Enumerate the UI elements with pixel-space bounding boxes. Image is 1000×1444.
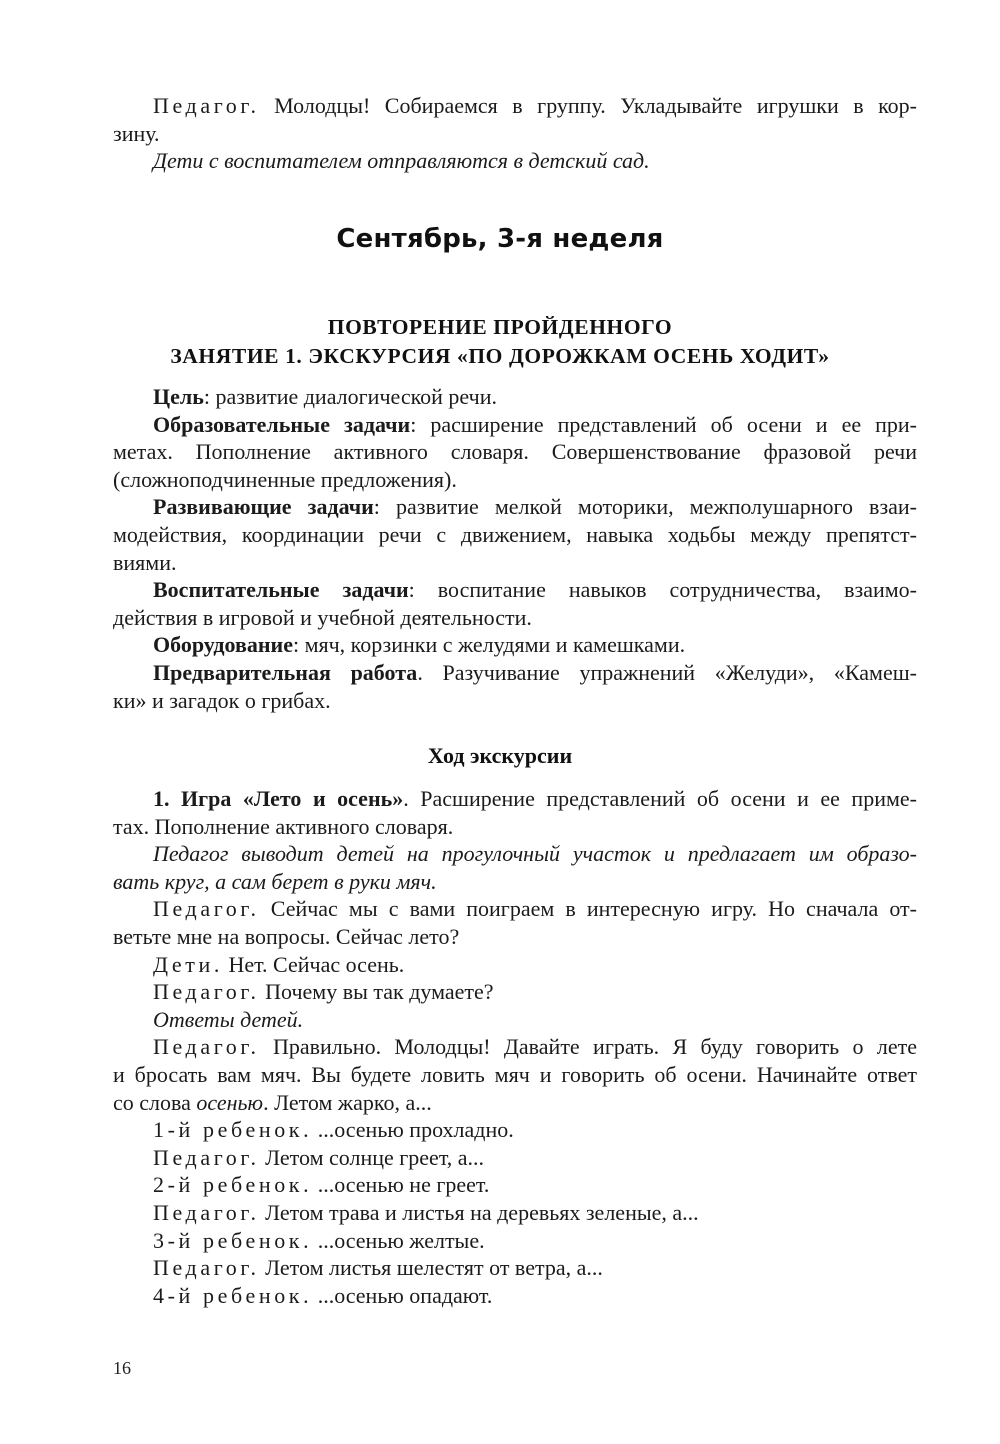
- game-title-line-2: тах. Пополнение активного словаря.: [113, 813, 454, 839]
- speaker-teacher: Педагог.: [153, 93, 260, 118]
- dialogue-line: со слова осенью. Летом жарко, а...: [113, 1089, 432, 1115]
- dialogue-line: 1-й ребенок. ...осенью прохладно.: [153, 1117, 514, 1143]
- lesson-heading-2: ЗАНЯТИЕ 1. ЭКСКУРСИЯ «ПО ДОРОЖКАМ ОСЕНЬ ХОДИТ»: [170, 344, 830, 368]
- game-title-line-1: 1. Игра «Лето и осень». Расширение представлений об осени и ее приме-: [153, 786, 917, 811]
- edu-line-2: метах. Пополнение активного словаря. Совершенствование фразовой речи: [113, 439, 917, 465]
- intro-line-1: Педагог. Молодцы! Собираемся в группу. Укладывайте игрушки в кор-: [153, 93, 918, 118]
- dialogue-line: Педагог. Почему вы так думаете?: [153, 979, 494, 1005]
- dialogue-line: Дети. Нет. Сейчас осень.: [153, 951, 405, 977]
- speaker-children: Дети.: [153, 951, 223, 977]
- prep-line-2: ки» и загадок о грибах.: [113, 687, 331, 713]
- speaker-teacher: Педагог.: [153, 1199, 260, 1225]
- intro-line-2: зину.: [113, 120, 160, 146]
- speaker-teacher: Педагог.: [153, 1255, 260, 1281]
- dialogue-line: Педагог. Правильно. Молодцы! Давайте играть. Я буду говорить о лете: [153, 1034, 917, 1060]
- prep-line-1: Предварительная работа. Разучивание упражнений «Желуди», «Камеш-: [153, 659, 917, 685]
- dialogue-line: 3-й ребенок. ...осенью желтые.: [153, 1227, 485, 1253]
- dev-label: Развивающие задачи: [153, 494, 374, 520]
- speaker-child: 1-й ребенок.: [153, 1117, 313, 1143]
- lesson-heading-1: ПОВТОРЕНИЕ ПРОЙДЕННОГО: [327, 315, 673, 339]
- stage-direction: Ответы детей.: [153, 1006, 304, 1032]
- dialogue-line: Педагог. Летом трава и листья на деревьях зеленые, а...: [153, 1199, 699, 1225]
- edu-line-1: Образовательные задачи: расширение представлений об осени и ее при-: [153, 411, 917, 437]
- goal-line: Цель: развитие диалогической речи.: [153, 384, 497, 409]
- speaker-teacher: Педагог.: [153, 896, 260, 922]
- game-remark-line-2: вать круг, а сам берет в руки мяч.: [113, 868, 437, 894]
- equip-label: Оборудование: [153, 632, 293, 658]
- edu-line-3: (сложноподчиненные предложения).: [113, 466, 457, 492]
- intro-stage-direction: Дети с воспитателем отправляются в детский сад.: [153, 148, 650, 174]
- intro-block: [113, 92, 917, 175]
- dialogue-line: 2-й ребенок. ...осенью не греет.: [153, 1172, 490, 1198]
- dev-line-1: Развивающие задачи: развитие мелкой моторики, межполушарного взаи-: [153, 494, 918, 520]
- dialogue-line: Педагог. Летом листья шелестят от ветра, а...: [153, 1255, 603, 1281]
- game-title: 1. Игра «Лето и осень»: [153, 786, 404, 811]
- speaker-teacher: Педагог.: [153, 979, 260, 1005]
- week-heading: Сентябрь, 3-я неделя: [336, 224, 664, 254]
- prep-label: Предварительная работа: [153, 659, 418, 685]
- dev-line-3: виями.: [113, 549, 177, 575]
- speaker-teacher: Педагог.: [153, 1144, 260, 1170]
- course-heading: Ход экскурсии: [427, 743, 573, 768]
- upb-label: Воспитательные задачи: [153, 577, 409, 603]
- speaker-child: 3-й ребенок.: [153, 1227, 313, 1253]
- speaker-teacher: Педагог.: [153, 1034, 260, 1060]
- goals-block: [113, 383, 917, 714]
- dialogue-line: Педагог. Сейчас мы с вами поиграем в интересную игру. Но сначала от-: [153, 896, 917, 922]
- dialogue-line: Педагог. Летом солнце греет, а...: [153, 1144, 485, 1170]
- equip-line: Оборудование: мяч, корзинки с желудями и камешками.: [153, 632, 686, 658]
- edu-label: Образовательные задачи: [153, 411, 411, 437]
- dialogue-line: 4-й ребенок. ...осенью опадают.: [153, 1282, 493, 1308]
- speaker-child: 4-й ребенок.: [153, 1282, 313, 1308]
- dev-line-2: модействия, координации речи с движением, навыка ходьбы между препятст-: [113, 521, 917, 547]
- page-number: 16: [113, 1358, 131, 1378]
- upb-line-1: Воспитательные задачи: воспитание навыков сотрудничества, взаимо-: [153, 577, 917, 603]
- speaker-child: 2-й ребенок.: [153, 1172, 313, 1198]
- dialogue-line: и бросать вам мяч. Вы будете ловить мяч и говорить об осени. Начинайте ответ: [113, 1061, 917, 1087]
- game-remark-line-1: Педагог выводит детей на прогулочный участок и предлагает им образо-: [153, 841, 917, 867]
- dialogue-line: ветьте мне на вопросы. Сейчас лето?: [113, 923, 460, 949]
- upb-line-2: действия в игровой и учебной деятельности.: [113, 604, 532, 630]
- goal-label: Цель: [153, 384, 204, 409]
- game-block: [113, 785, 917, 1309]
